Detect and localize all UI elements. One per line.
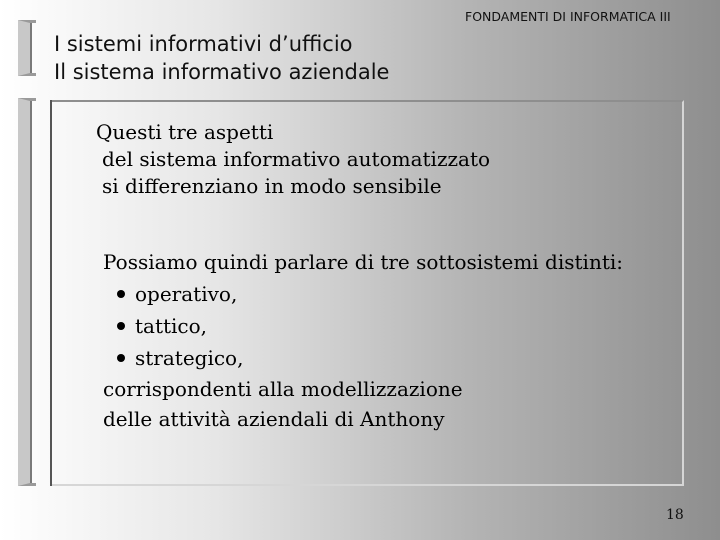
bullet-dot-icon [117,290,125,298]
slide-title [54,30,389,86]
bullet-item [103,342,623,374]
title-line-1: I sistemi informativi d’ufficio [54,32,353,56]
bullet-dot-icon [117,322,125,330]
paragraph-subsystems [103,246,623,434]
bullet-dot-icon [117,354,125,362]
bullet-text: operativo, [135,282,238,306]
paragraph-line: corrispondenti alla modellizzazione [103,377,463,401]
page-number: 18 [666,507,684,523]
title-line-2: Il sistema informativo aziendale [54,60,390,84]
subsystems-intro: Possiamo quindi parlare di tre sottosistemi distinti: [103,250,624,274]
paragraph-line: del sistema informativo automatizzato [102,147,491,171]
course-header: FONDAMENTI DI INFORMATICA III [465,9,671,24]
paragraph-line: delle attività aziendali di Anthony [103,407,445,431]
paragraph-aspects [96,119,490,200]
bullet-item [103,310,623,342]
paragraph-line: si differenziano in modo sensibile [102,174,442,198]
bullet-text: strategico, [135,346,244,370]
bullet-text: tattico, [135,314,208,338]
title-bracket-decoration [18,20,36,76]
bullet-item [103,278,623,310]
content-bracket-decoration [18,98,36,486]
paragraph-line: Questi tre aspetti [96,120,274,144]
